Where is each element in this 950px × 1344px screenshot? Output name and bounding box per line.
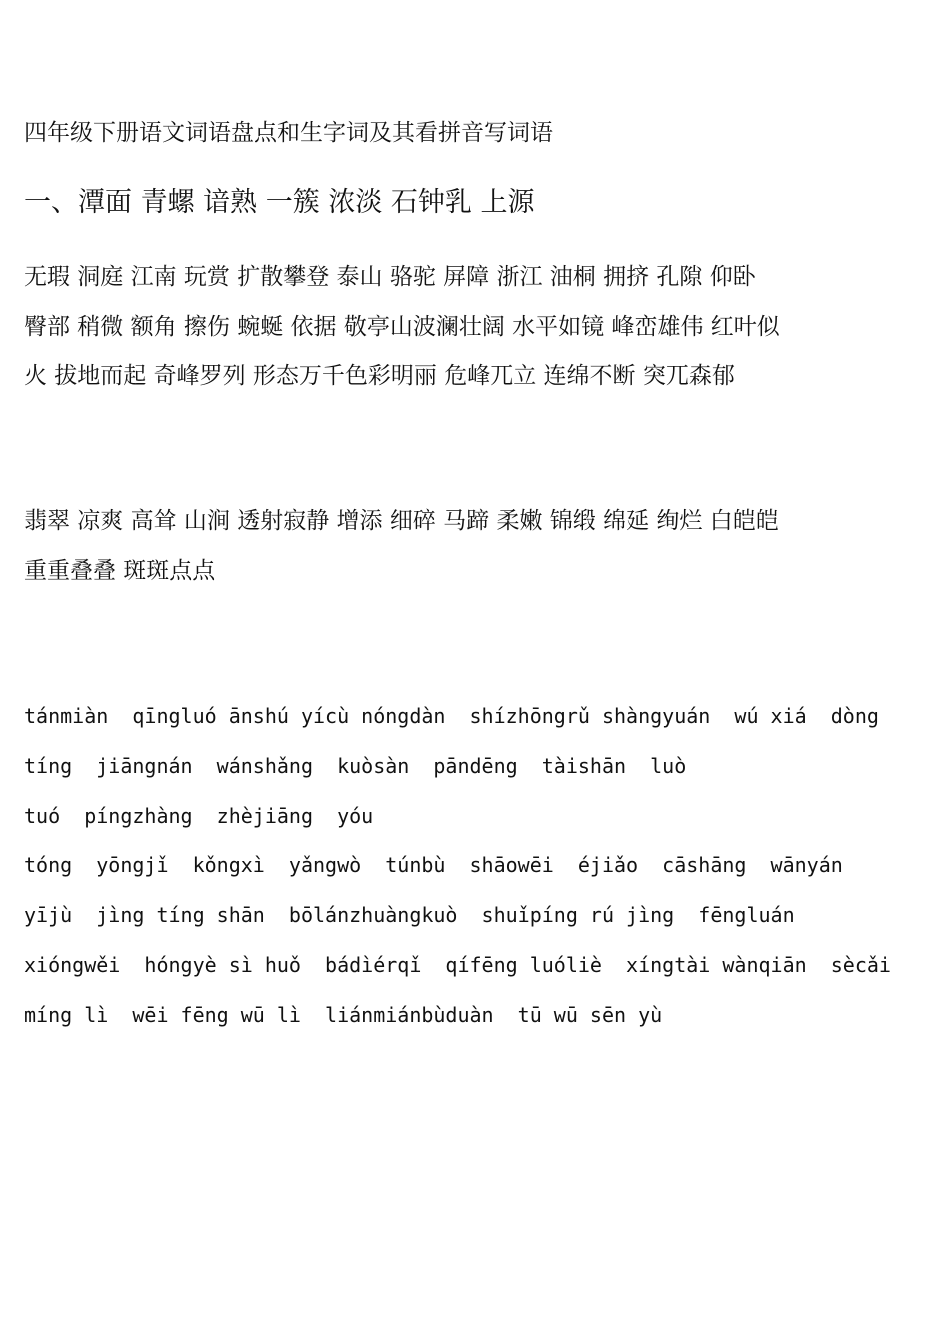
document-title: 四年级下册语文词语盘点和生字词及其看拼音写词语 xyxy=(24,120,553,146)
vocabulary-line: 翡翠 凉爽 高耸 山涧 透射寂静 增添 细碎 马蹄 柔嫩 锦缎 绵延 绚烂 白皑皑 xyxy=(24,508,779,534)
pinyin-line: míng lì wēi fēng wū lì liánmiánbùduàn tū wū sēn yù xyxy=(24,1002,663,1027)
pinyin-line: xióngwěi hóngyè sì huǒ bádìérqǐ qífēng luóliè xíngtài wànqiān sècǎi xyxy=(24,952,891,977)
pinyin-line: tíng jiāngnán wánshǎng kuòsàn pāndēng tàishān luò xyxy=(24,753,687,778)
pinyin-line: tóng yōngjǐ kǒngxì yǎngwò túnbù shāowēi éjiǎo cāshāng wānyán xyxy=(24,853,843,878)
vocabulary-block-1 xyxy=(24,253,924,402)
pinyin-block xyxy=(24,692,934,1041)
vocabulary-line: 臀部 稍微 额角 擦伤 蜿蜒 依据 敬亭山波澜壮阔 水平如镜 峰峦雄伟 红叶似 xyxy=(24,313,780,340)
vocabulary-line: 无瑕 洞庭 江南 玩赏 扩散攀登 泰山 骆驼 屏障 浙江 油桐 拥挤 孔隙 仰卧 xyxy=(24,264,756,290)
pinyin-line: tánmiàn qīngluó ānshú yícù nóngdàn shízhōngrǔ shàngyuán wú xiá dòng xyxy=(24,704,879,728)
section-heading: 一、潭面 青螺 谙熟 一簇 浓淡 石钟乳 上源 xyxy=(24,187,535,218)
vocabulary-line: 重重叠叠 斑斑点点 xyxy=(24,557,216,584)
vocabulary-line: 火 拔地而起 奇峰罗列 形态万千色彩明丽 危峰兀立 连绵不断 突兀森郁 xyxy=(24,363,735,389)
pinyin-line: yījù jìng tíng shān bōlánzhuàngkuò shuǐpíng rú jìng fēngluán xyxy=(24,903,795,928)
pinyin-line: tuó píngzhàng zhèjiāng yóu xyxy=(24,803,374,828)
vocabulary-block-2 xyxy=(24,497,924,596)
